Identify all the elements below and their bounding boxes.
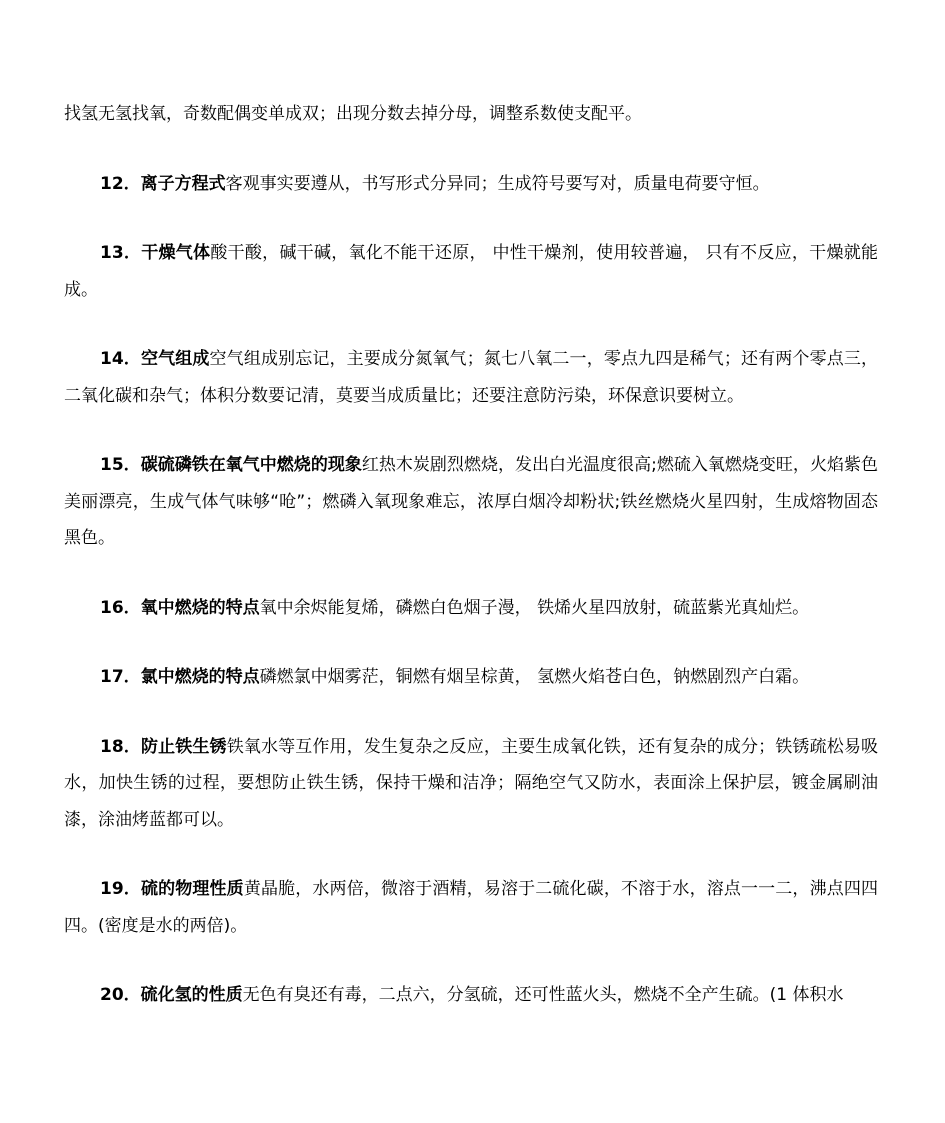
- list-item: [64, 659, 878, 696]
- list-item: [64, 235, 878, 308]
- item-heading: 氧中燃烧的特点: [140, 597, 260, 618]
- item-heading: 碳硫磷铁在氧气中燃烧的现象: [140, 455, 362, 475]
- list-item: [64, 977, 878, 1014]
- item-number: 19．: [100, 879, 141, 899]
- item-heading: 干燥气体: [141, 243, 211, 263]
- item-body: 黄晶脆，水两倍，微溶于酒精，易溶于二硫化碳，不溶于水，溶点一一二，沸点四四四。(密度是水的两倍)。: [64, 879, 879, 936]
- item-body: 酸干酸，碱干碱，氧化不能干还原， 中性干燥剂，使用较普遍， 只有不反应，干燥就能成。: [64, 243, 878, 300]
- list-item: [64, 590, 878, 627]
- list-item: [64, 341, 878, 414]
- item-number: 18．: [100, 736, 141, 757]
- item-heading: 氯中燃烧的特点: [140, 667, 260, 687]
- item-body: 磷燃氯中烟雾茫，铜燃有烟呈棕黄， 氢燃火焰苍白色，钠燃剧烈产白霜。: [259, 667, 810, 687]
- item-heading: 离子方程式: [140, 173, 226, 194]
- list-item: [64, 166, 878, 203]
- item-body: 空气组成别忘记，主要成分氮氧气；氮七八氧二一，零点九四是稀气；还有两个零点三， 二氧化碳和杂气；体积分数要记清，莫要当成质量比；还要注意防污染，环保意识要树立。: [64, 349, 878, 406]
- item-body: 氧中余烬能复烯，磷燃白色烟子漫， 铁烯火星四放射，硫蓝紫光真灿烂。: [259, 597, 810, 618]
- document-body: [64, 96, 878, 1047]
- item-number: 15．: [100, 455, 141, 475]
- item-heading: 防止铁生锈: [140, 736, 227, 757]
- list-item: [64, 447, 878, 557]
- item-heading: 硫化氢的性质: [140, 985, 243, 1005]
- list-item: [64, 871, 878, 944]
- item-number: 17．: [100, 667, 141, 687]
- item-number: 12．: [100, 173, 141, 194]
- item-body: 无色有臭还有毒，二点六，分氢硫，还可性蓝火头，燃烧不全产生硫。(1 体积水: [242, 985, 844, 1005]
- item-heading: 硫的物理性质: [140, 879, 244, 899]
- item-body: 客观事实要遵从，书写形式分异同；生成符号要写对，质量电荷要守恒。: [225, 173, 770, 194]
- list-item: [64, 729, 878, 839]
- item-number: 20．: [100, 985, 141, 1005]
- paragraph-text: 找氢无氢找氧，奇数配偶变单成双；出现分数去掉分母，调整系数使支配平。: [64, 104, 642, 124]
- item-number: 13．: [100, 243, 142, 263]
- item-number: 14．: [100, 349, 141, 369]
- item-number: 16．: [100, 597, 141, 618]
- item-body: 红热木炭剧烈燃烧，发出白光温度很高;燃硫入氧燃烧变旺，火焰紫色美丽漂亮，生成气体气味够“呛”；燃磷入氧现象难忘，浓厚白烟冷却粉状;铁丝燃烧火星四射，生成熔物固态黑色。: [64, 455, 878, 548]
- continuation-paragraph: [64, 96, 878, 133]
- item-body: 铁氧水等互作用，发生复杂之反应，主要生成氧化铁，还有复杂的成分；铁锈疏松易吸水，加快生锈的过程，要想防止铁生锈，保持干燥和洁净；隔绝空气又防水，表面涂上保护层，镀金属刷油漆，涂油烤蓝都可以。: [64, 736, 879, 830]
- item-heading: 空气组成: [140, 349, 210, 369]
